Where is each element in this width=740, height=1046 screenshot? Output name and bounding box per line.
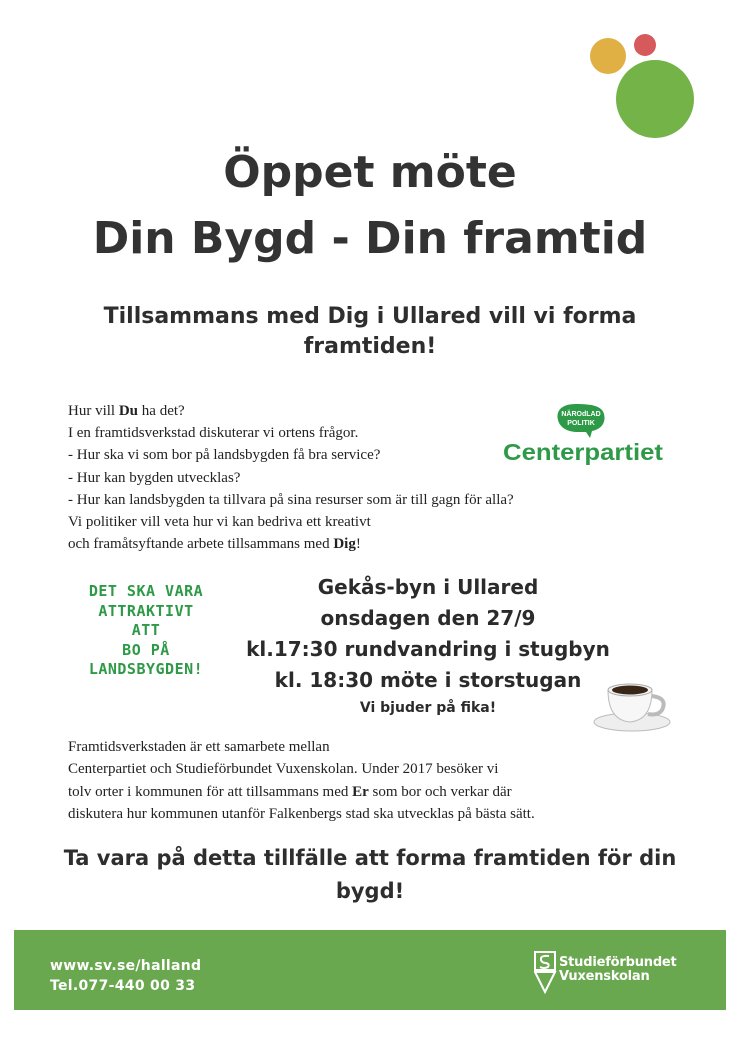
- text: som bor och verkar där: [368, 783, 512, 800]
- footer-contact: [50, 956, 201, 996]
- slogan-graphic: [72, 582, 220, 680]
- event-details: [226, 572, 630, 720]
- orange-dot-decoration: [590, 38, 626, 74]
- text: !: [355, 536, 361, 553]
- sv-wordmark-line: Vuxenskolan: [559, 969, 650, 984]
- question-item: - Hur kan bygden utvecklas?: [68, 469, 241, 486]
- text: och framåtsyftande arbete tillsammans med: [68, 536, 334, 553]
- collaboration-paragraph: [68, 736, 688, 826]
- question-item: - Hur ska vi som bor på landsbygden få bra service?: [68, 447, 381, 464]
- phone-number: Tel.077-440 00 33: [50, 978, 196, 994]
- badge-text: POLITIK: [567, 420, 595, 427]
- paragraph-line: Centerpartiet och Studieförbundet Vuxenskolan. Under 2017 besöker vi: [68, 761, 499, 778]
- title-line-1: Öppet möte: [223, 147, 517, 198]
- slogan-line: BO PÅ: [122, 640, 170, 659]
- centerpartiet-logo: [498, 402, 668, 468]
- paragraph-line: I en framtidsverkstad diskuterar vi ortens frågor.: [68, 425, 359, 442]
- event-fika: Vi bjuder på fika!: [359, 700, 497, 716]
- coffee-cup-icon: [592, 668, 676, 734]
- event-date: onsdagen den 27/9: [320, 606, 536, 630]
- emphasis: Er: [352, 783, 369, 800]
- badge-text: NÄROdLAD: [561, 411, 601, 418]
- event-time-walk: kl.17:30 rundvandring i stugbyn: [246, 637, 610, 661]
- emphasis: Dig: [333, 536, 356, 553]
- red-dot-decoration: [634, 34, 656, 56]
- poster-title: [0, 140, 740, 272]
- text: tolv orter i kommunen för att tillsammans med: [68, 783, 353, 800]
- event-place: Gekås-byn i Ullared: [317, 575, 539, 599]
- title-line-2: Din Bygd - Din framtid: [92, 213, 648, 264]
- sv-wordmark-line: Studieförbundet: [559, 955, 677, 970]
- text: Hur vill: [68, 403, 119, 419]
- text: ha det?: [138, 403, 185, 419]
- slogan-line: ATTRAKTIVT: [98, 601, 194, 620]
- slogan-line: ATT: [131, 621, 161, 639]
- website-link[interactable]: www.sv.se/halland: [50, 958, 202, 974]
- call-to-action: Ta vara på detta tillfälle att forma framtiden för din bygd!: [63, 846, 677, 903]
- green-dot-decoration: [616, 60, 694, 138]
- event-time-meeting: kl. 18:30 möte i storstugan: [274, 668, 582, 692]
- intro-heading: Tillsammans med Dig i Ullared vill vi forma framtiden!: [103, 304, 637, 359]
- paragraph-line: Framtidsverkstaden är ett samarbete mellan: [68, 739, 330, 755]
- slogan-line: LANDSBYGDEN!: [88, 660, 204, 678]
- logo-wordmark: Centerpartiet: [503, 439, 664, 465]
- paragraph-line: Vi politiker vill veta hur vi kan bedriva ett kreativt: [68, 514, 371, 531]
- emphasis: Du: [118, 403, 139, 419]
- question-item: - Hur kan landsbygden ta tillvara på sina resurser som är till gagn för alla?: [68, 491, 514, 508]
- sv-wordmark: [559, 956, 677, 984]
- slogan-line: DET SKA VARA: [88, 582, 204, 600]
- footer-bar: [14, 930, 726, 1010]
- paragraph-line: diskutera hur kommunen utanför Falkenbergs stad ska utvecklas på bästa sätt.: [68, 806, 535, 823]
